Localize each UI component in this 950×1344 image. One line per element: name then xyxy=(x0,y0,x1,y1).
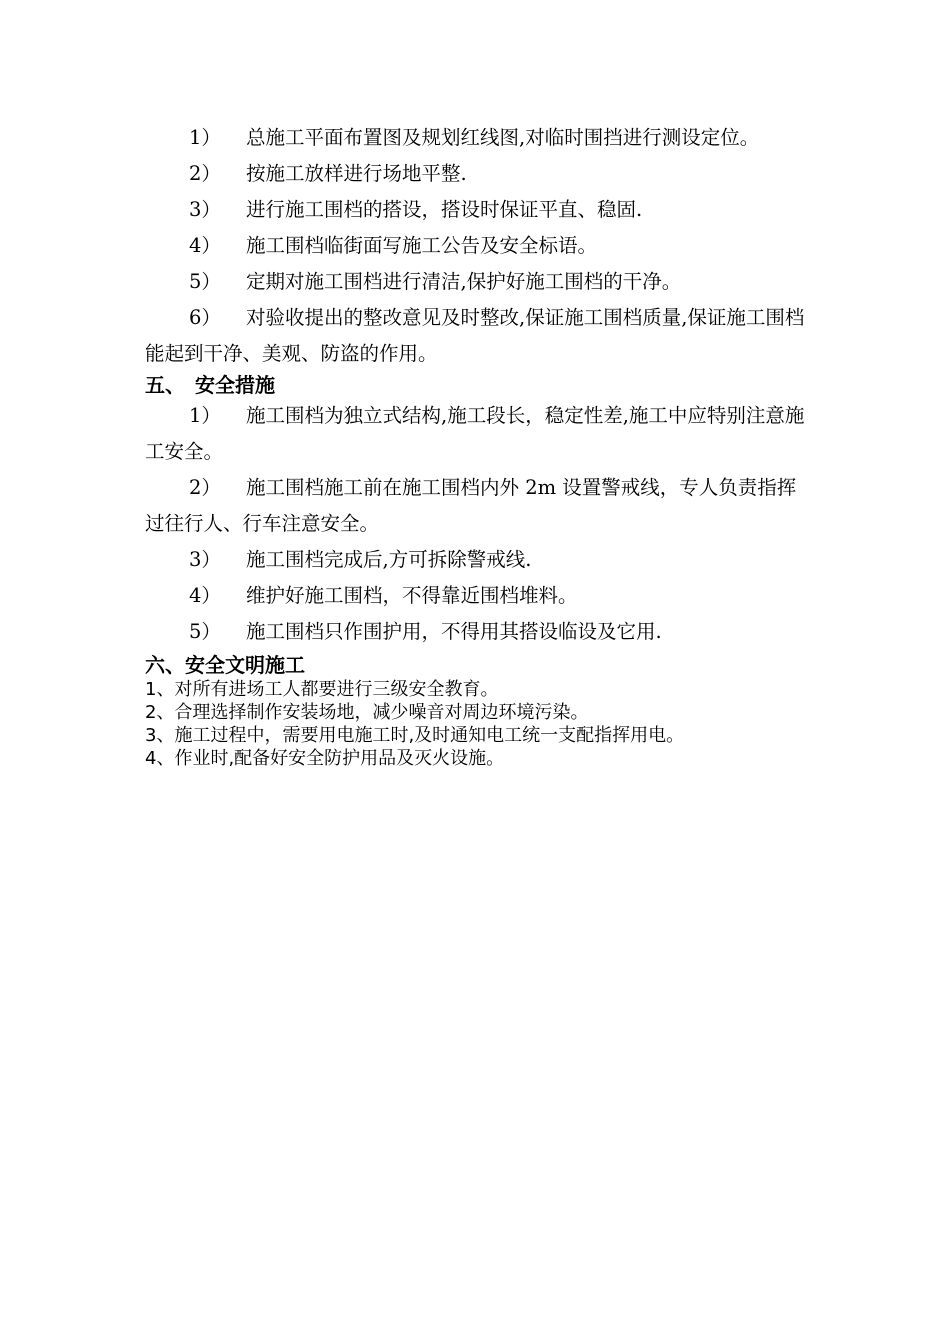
item-text: 施工围档完成后,方可拆除警戒线. xyxy=(246,548,532,571)
list-item xyxy=(145,156,810,192)
document-page xyxy=(145,120,810,770)
item-number: 3） xyxy=(189,548,221,571)
list-item xyxy=(145,614,810,650)
item-number: 3） xyxy=(189,198,221,221)
item-text: 按施工放样进行场地平整. xyxy=(246,162,467,185)
list-item xyxy=(145,470,810,542)
list-item: 4、作业时,配备好安全防护用品及灭火设施。 xyxy=(145,748,505,769)
item-text: 进行施工围档的搭设，搭设时保证平直、稳固. xyxy=(246,198,643,221)
list-item xyxy=(145,578,810,614)
list-item: 2、合理选择制作安装场地，减少噪音对周边环境污染。 xyxy=(145,702,589,723)
item-text: 施工围档只作围护用，不得用其搭设临设及它用. xyxy=(246,620,662,643)
section6-heading: 六、安全文明施工 xyxy=(145,653,305,677)
section5-number: 五、 xyxy=(145,373,185,397)
list-item xyxy=(145,542,810,578)
item-number: 4） xyxy=(189,234,221,257)
item-number: 4） xyxy=(189,584,221,607)
section4-list xyxy=(145,120,810,372)
item-text: 施工围档施工前在施工围档内外 2m 设置警戒线，专人负责指挥过往行人、行车注意安全。 xyxy=(145,476,797,535)
item-number: 1） xyxy=(189,126,221,149)
list-item xyxy=(145,264,810,300)
item-text: 对验收提出的整改意见及时整改,保证施工围档质量,保证施工围档能起到干净、美观、防盗的作用。 xyxy=(145,306,805,365)
list-item xyxy=(145,228,810,264)
item-text: 总施工平面布置图及规划红线图,对临时围挡进行测设定位。 xyxy=(246,126,760,149)
list-item: 1、对所有进场工人都要进行三级安全教育。 xyxy=(145,679,499,700)
section5-list xyxy=(145,398,810,650)
item-number: 6） xyxy=(189,306,221,329)
item-text: 施工围档为独立式结构,施工段长，稳定性差,施工中应特别注意施工安全。 xyxy=(145,404,805,463)
list-item: 3、施工过程中，需要用电施工时,及时通知电工统一支配指挥用电。 xyxy=(145,725,685,746)
list-item xyxy=(145,192,810,228)
item-text: 定期对施工围档进行清洁,保护好施工围档的干净。 xyxy=(246,270,682,293)
list-item xyxy=(145,120,810,156)
item-number: 5） xyxy=(189,620,221,643)
item-number: 2） xyxy=(189,162,221,185)
item-text: 施工围档临街面写施工公告及安全标语。 xyxy=(246,234,598,257)
item-number: 1） xyxy=(189,404,221,427)
item-text: 维护好施工围档，不得靠近围档堆料。 xyxy=(246,584,578,607)
item-number: 2） xyxy=(189,476,221,499)
section5-title: 安全措施 xyxy=(195,373,275,397)
section5-heading xyxy=(145,372,810,398)
list-item xyxy=(145,300,810,372)
section6-list xyxy=(145,678,810,770)
list-item xyxy=(145,398,810,470)
item-number: 5） xyxy=(189,270,221,293)
